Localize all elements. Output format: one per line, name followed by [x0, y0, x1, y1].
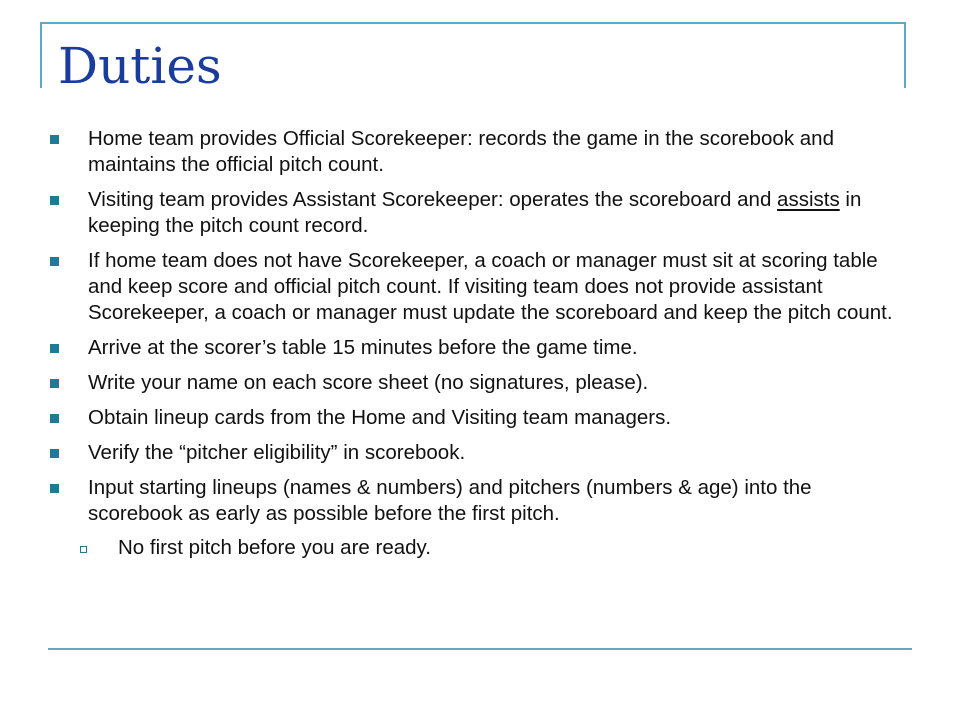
hollow-square-bullet-icon [80, 546, 87, 553]
square-bullet-icon [50, 379, 59, 388]
bullet-item-pitcher-eligibility [50, 440, 900, 466]
square-bullet-icon [50, 196, 59, 205]
square-bullet-icon [50, 135, 59, 144]
bullet-text: If home team does not have Scorekeeper, a coach or manager must sit at scoring table and keep score and official pitch count. If visiting team does not provide assistant Scorekeeper, a coach or manager must update the scoreboard and keep the pitch count. [88, 249, 893, 324]
sub-bullet-text: No first pitch before you are ready. [118, 536, 431, 559]
bullet-text-post: in keeping the pitch count record. [88, 188, 862, 237]
bullet-text: Arrive at the scorer’s table 15 minutes before the game time. [88, 336, 638, 359]
square-bullet-icon [50, 414, 59, 423]
slide-title: Duties [58, 37, 222, 95]
square-bullet-icon [50, 344, 59, 353]
frame-top-line [40, 22, 906, 24]
bullet-text-pre: Visiting team provides Assistant Scorekeeper: operates the scoreboard and [88, 188, 778, 211]
bullet-text: Home team provides Official Scorekeeper: records the game in the scorebook and maintains the official pitch count. [88, 127, 834, 176]
bullet-text: Write your name on each score sheet (no signatures, please). [88, 371, 649, 394]
bullet-item-no-scorekeeper [50, 248, 900, 326]
square-bullet-icon [50, 449, 59, 458]
square-bullet-icon [50, 257, 59, 266]
bullet-list [50, 126, 900, 570]
bullet-item-assistant-scorekeeper [50, 187, 900, 239]
square-bullet-icon [50, 484, 59, 493]
frame-left-line [40, 22, 42, 88]
bullet-item-write-name [50, 370, 900, 396]
bullet-item-arrive [50, 335, 900, 361]
frame-right-line [904, 22, 906, 88]
bullet-text: Input starting lineups (names & numbers) and pitchers (numbers & age) into the scorebook as early as possible before the first pitch. [88, 476, 812, 525]
sub-bullet-item-first-pitch [50, 535, 900, 561]
bullet-text: Verify the “pitcher eligibility” in scorebook. [88, 441, 466, 464]
bullet-text: Obtain lineup cards from the Home and Visiting team managers. [88, 406, 672, 429]
bullet-text-underlined: assists [777, 188, 840, 211]
bullet-item-lineup-cards [50, 405, 900, 431]
frame-bottom-line [48, 648, 912, 650]
bullet-item-input-lineups [50, 475, 900, 527]
bullet-item-official-scorekeeper [50, 126, 900, 178]
